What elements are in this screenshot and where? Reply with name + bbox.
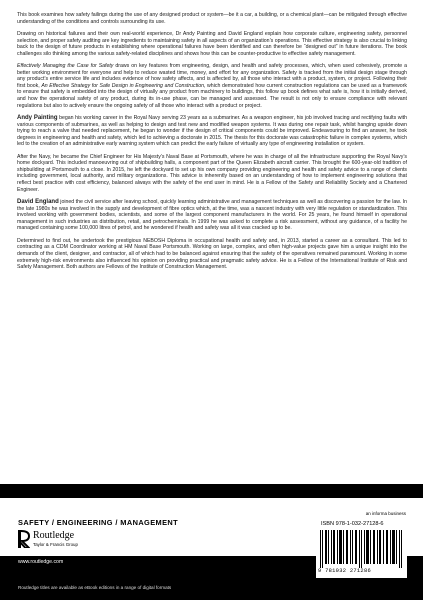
barcode-icon (320, 530, 403, 568)
description-paragraph (17, 63, 407, 109)
author-bio-continued: After the Navy, he became the Chief Engineer for His Majesty’s Naval Base at Portsmouth, where he was in charge of all the infrastructure supporting the Royal Navy’s home dockyard. This included manoeuvring out of shipbuilding halls, a component part of the Queen Elizabeth aircraft carrier. This brought the 600-year-old tradition of shipbuilding at Portsmouth to a close. In 2015, he left the dockyard to set up his own company providing engineering and health and safety advice to a range of clients including government, local authority, and military organizations. This advice is inherently based on an understanding of how to implement engineering solutions that reflect best practice with cost efficiency, balanced always with the safety of the end user in mind. He is a Fellow of the Safety and Reliability Society and a Chartered Engineer. (17, 153, 407, 193)
intro-paragraph: This book examines how safety failings during the use of any designed product or system—be it a car, a building, or a chemical plant—can be mitigated through effective understanding of the conditions and controls surrounding its use. (17, 12, 407, 25)
publisher-name: Routledge (33, 530, 75, 541)
author-name: David England (17, 199, 59, 206)
intro-paragraph: Drawing on historical failures and their own real-world experience, Dr Andy Painting and David England explain how corporate culture, engineering safety, personnel selection, and proper safety auditing are key ingredients to maintaining safety in all aspects of an organization’s operations. This effective strategy is also crucial to linking back to the design of future products in establishing where operational failures have been identified and can therefore be “designed out” in future iterations. The book challenges silo thinking among the various safety-related disciplines and shows how this can be counter-productive to effective safety management. (17, 31, 407, 57)
routledge-mark-icon (18, 530, 30, 548)
author-bio (17, 115, 407, 148)
author-name: Andy Painting (17, 115, 58, 122)
book-title-italic: Effectively Managing the Case for Safety (17, 63, 114, 70)
publisher-tagline: Taylor & Francis Group (33, 542, 78, 547)
previous-book-title: An Effective Strategy for Safe Design in Engineering and Construction (41, 82, 204, 89)
isbn-barcode-box (316, 518, 407, 578)
author-bio (17, 199, 407, 232)
informa-business-label: an informa business (365, 511, 406, 516)
isbn-label: ISBN 978-1-032-27128-6 (321, 521, 384, 527)
author-bio-text: joined the civil service after leaving school, quickly learning administrative and management techniques as well as discovering a passion for the law. In the late 1980s he was involved in the supply and development of fibre optics which, at the time, was a nascent industry with very little regulation or standardization. This involved working with government bodies, scientists, and some of the largest component manufacturers in the world. For 25 years, he found himself in operational management in such industries as distribution, retail, and petrochemicals. In 1999 he was asked to complete a risk assessment, without any guidance, of a facility he managed containing some 100,000 litres of petrol, and he wondered if health and safety was all it was cracked up to be. (17, 199, 408, 232)
barcode-number: 9 781032 271286 (318, 568, 372, 574)
subject-divider-bar (0, 484, 423, 498)
author-bio-continued: Determined to find out, he undertook the prestigious NEBOSH Diploma in occupational health and safety and, in 2013, started a career as a consultant. This led to contracting as a CDM Coordinator working at HM Naval Base Portsmouth. Working on large, complex, and often high-value projects gave him a unique insight into the demands of the client, designer, and contractor, all of which had to be balanced against ensuring that the safety of the operatives remained paramount. Working in some extremely high-risk environments also influenced his opinion on providing practical and pragmatic safety advice. He is a Fellow of the International Institute of Risk and Safety Management. Both authors are Fellows of the Institute of Construction Management. (17, 237, 407, 271)
description-text: , which demonstrated how current construction regulations can be used as a framework to ensure that safety is embedded into the design of virtually any product from machinery to buildings, this follow up book defines what safe is, how it is initially derived, and how the operational safety of any product, during its in-use phase, can be managed and assessed. The result is not only to ensure compliance with relevant regulations but also to actively ensure the ongoing safety of all those who interact with a product or project. (17, 82, 408, 109)
author-bio-text: began his working career in the Royal Navy serving 23 years as a submariner. As a weapon engineer, his job involved tracing and rectifying faults with various components of submarines, as well as helping to design and test new and modified weapon systems. It was during one repair task, whilst hanging upside down trying to reach a valve that needed replacement, he began to wonder if the design of critical components could be improved. Endeavouring to find an answer, he took degrees in engineering and health and safety, which led to achieving a doctorate in 2015. The thesis for this doctorate was catastrophic failure in complex systems, which led to the creation of an administrative early warning system which can predict the early failure of virtually any type of engineering installation or system. (17, 115, 407, 148)
description-text: draws on key features from engineering, design, and health and safety processes, which, when used cohesively, promote a better working environment for everyone and help to reduce wasted time, money, and effort for any organization. Safety is tracked from the initial design stage through any product’s entire service life and includes evidence of how safety affects, and is affected by, all those who interact with a product, system, or project. Following their first book, (17, 63, 408, 89)
back-cover-body (17, 12, 407, 277)
publisher-url[interactable]: www.routledge.com (18, 559, 64, 565)
subject-categories: SAFETY / ENGINEERING / MANAGEMENT (18, 518, 179, 527)
ebook-note: Routledge titles are available as eBook editions in a range of digital formats (18, 585, 172, 590)
